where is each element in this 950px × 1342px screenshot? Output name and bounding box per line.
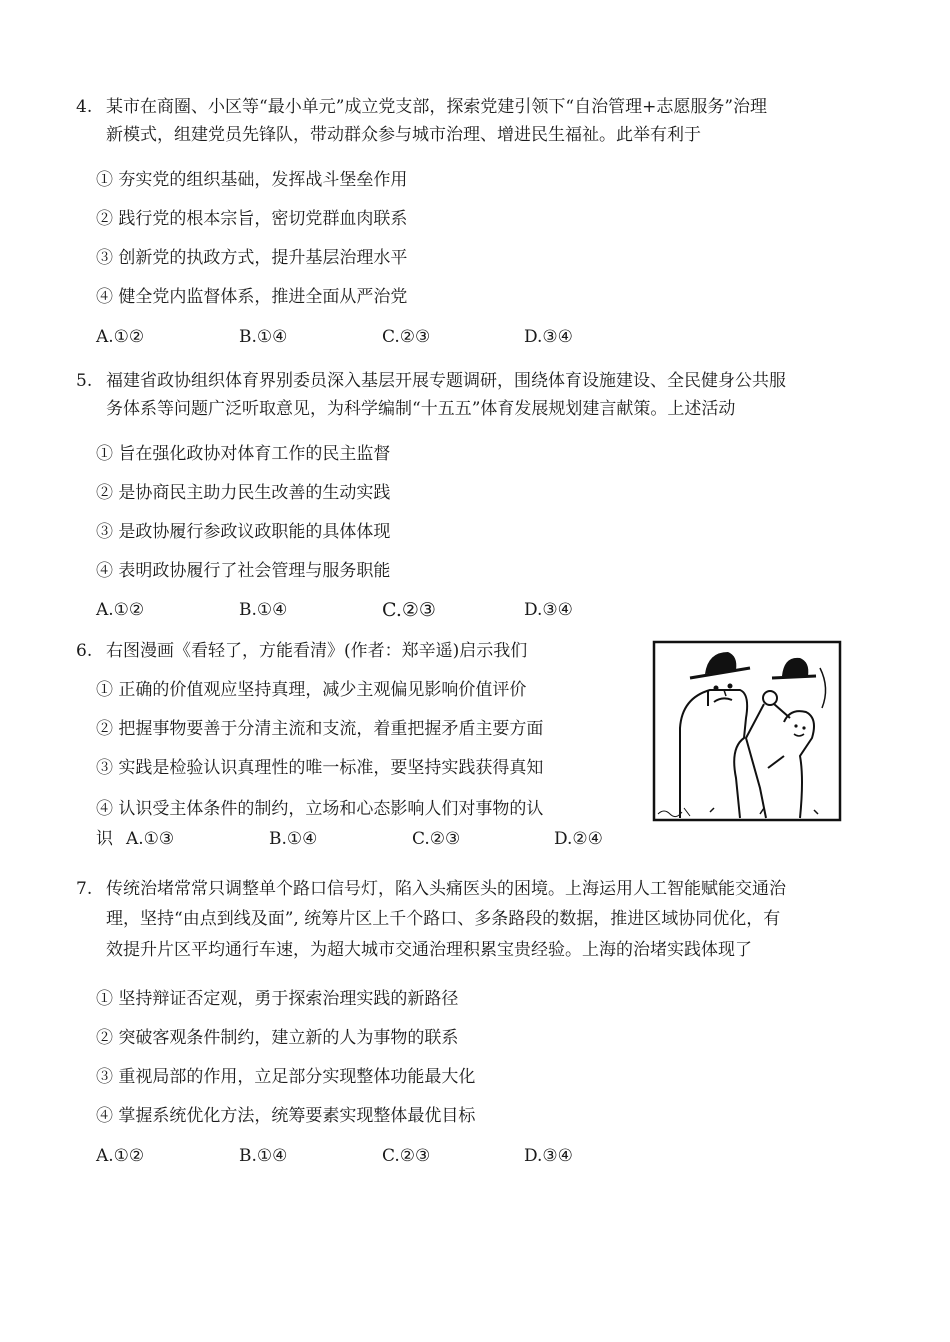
q6-answer-a: A.①③ <box>126 829 175 849</box>
q5-stem-line2: 务体系等问题广泛听取意见，为科学编制“十五五”体育发展规划建言献策。上述活动 <box>106 399 736 419</box>
q6-option-4: ④ 认识受主体条件的制约，立场和心态影响人们对事物的认 <box>96 799 544 819</box>
q5-answer-a: A.①② <box>96 600 145 620</box>
q7-number: 7. <box>76 879 93 899</box>
q7-answer-b: B.①④ <box>239 1146 288 1166</box>
q7-option-1: ① 坚持辩证否定观，勇于探索治理实践的新路径 <box>96 989 459 1009</box>
q4-answer-d: D.③④ <box>524 327 573 347</box>
q4-option-1: ① 夯实党的组织基础，发挥战斗堡垒作用 <box>96 170 408 190</box>
q4-answer-b: B.①④ <box>239 327 288 347</box>
q5-option-4: ④ 表明政协履行了社会管理与服务职能 <box>96 561 391 581</box>
q5-option-3: ③ 是政协履行参政议政职能的具体体现 <box>96 522 391 542</box>
q7-option-2: ② 突破客观条件制约，建立新的人为事物的联系 <box>96 1028 459 1048</box>
q7-stem-line1 <box>76 876 786 902</box>
q5-answer-c: C.②③ <box>382 599 436 621</box>
q6-option-2: ② 把握事物要善于分清主流和支流，着重把握矛盾主要方面 <box>96 719 544 739</box>
q6-option-3: ③ 实践是检验认识真理性的唯一标准，要坚持实践获得真知 <box>96 758 544 778</box>
q7-stem-line2: 理，坚持“由点到线及面”, 统筹片区上千个路口、多条路段的数据，推进区域协同优化，有 <box>106 909 781 929</box>
q7-option-4: ④ 掌握系统优化方法，统筹要素实现整体最优目标 <box>96 1106 476 1126</box>
q6-option-1: ① 正确的价值观应坚持真理，减少主观偏见影响价值评价 <box>96 680 527 700</box>
q5-option-2: ② 是协商民主助力民生改善的生动实践 <box>96 483 391 503</box>
q4-stem-line2: 新模式，组建党员先锋队，带动群众参与城市治理、增进民生福祉。此举有利于 <box>106 125 701 145</box>
q7-answer-a: A.①② <box>96 1146 145 1166</box>
q4-option-3: ③ 创新党的执政方式，提升基层治理水平 <box>96 248 408 268</box>
q4-option-4: ④ 健全党内监督体系，推进全面从严治党 <box>96 287 408 307</box>
q7-option-3: ③ 重视局部的作用，立足部分实现整体功能最大化 <box>96 1067 476 1087</box>
q5-stem-text1: 福建省政协组织体育界别委员深入基层开展专题调研，围绕体育设施建设、全民健身公共服 <box>106 371 786 391</box>
q6-answer-c: C.②③ <box>412 829 461 849</box>
q7-stem-line3: 效提升片区平均通行车速，为超大城市交通治理积累宝贵经验。上海的治堵实践体现了 <box>106 940 752 960</box>
q5-number: 5. <box>76 371 93 391</box>
q6-stem-text1: 右图漫画《看轻了，方能看清》(作者：郑辛遥)启示我们 <box>106 641 528 661</box>
q4-option-2: ② 践行党的根本宗旨，密切党群血肉联系 <box>96 209 408 229</box>
q6-option-4-tail: 识 <box>96 829 113 849</box>
q6-answer-d: D.②④ <box>554 829 603 849</box>
cartoon-illustration <box>650 638 844 824</box>
q4-answer-a: A.①② <box>96 327 145 347</box>
q4-stem-text1: 某市在商圈、小区等“最小单元”成立党支部，探索党建引领下“自治管理+志愿服务”治理 <box>106 97 768 117</box>
q6-stem-line1 <box>76 638 527 664</box>
q4-stem-line1 <box>76 94 767 120</box>
q6-answer-b: B.①④ <box>269 829 318 849</box>
q5-answer-b: B.①④ <box>239 600 288 620</box>
q4-answer-c: C.②③ <box>382 327 431 347</box>
q4-number: 4. <box>76 97 93 117</box>
q7-stem-text1: 传统治堵常常只调整单个路口信号灯，陷入头痛医头的困境。上海运用人工智能赋能交通治 <box>106 879 786 899</box>
q5-answer-d: D.③④ <box>524 600 573 620</box>
q6-number: 6. <box>76 641 93 661</box>
q7-answer-d: D.③④ <box>524 1146 573 1166</box>
q7-answer-c: C.②③ <box>382 1146 431 1166</box>
q5-stem-line1 <box>76 368 786 394</box>
q5-option-1: ① 旨在强化政协对体育工作的民主监督 <box>96 444 391 464</box>
